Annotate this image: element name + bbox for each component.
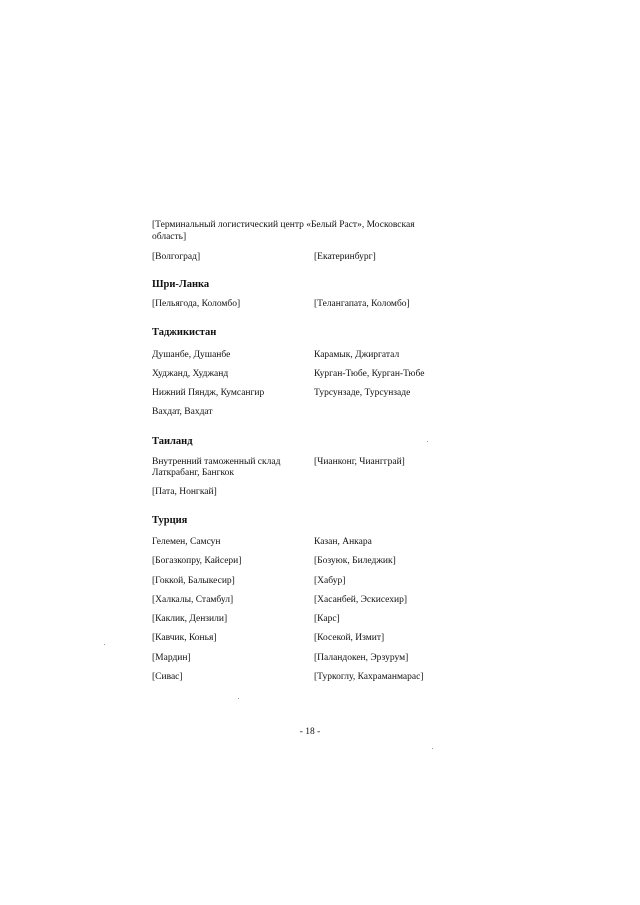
turkey-row-1-left: Гелемен, Самсун: [152, 537, 221, 547]
tajikistan-row-1-right: Карамык, Джиргатал: [314, 350, 400, 360]
page-number: - 18 -: [299, 727, 321, 737]
tajikistan-row-3-right: Турсунзаде, Турсунзаде: [314, 388, 411, 398]
scan-speck: [432, 748, 433, 749]
tajikistan-row-1-left: Душанбе, Душанбе: [152, 350, 231, 360]
turkey-row-5-left: [Каклик, Дензили]: [152, 614, 228, 624]
turkey-row-1-right: Казан, Анкара: [314, 537, 372, 547]
thailand-row-1-left-line-1: Внутренний таможенный склад: [152, 457, 281, 467]
turkey-row-2-right: [Бозуюк, Биледжик]: [314, 556, 396, 566]
intro-line-2: область]: [152, 232, 187, 242]
volgograd-entry: [Волгоград]: [152, 252, 201, 262]
turkey-row-7-right: [Паландокен, Эрзурум]: [314, 653, 409, 663]
section-heading-turkey: Турция: [152, 515, 188, 526]
thailand-row-2-left: [Пата, Нонгкай]: [152, 487, 217, 497]
tajikistan-row-2-left: Худжанд, Худжанд: [152, 369, 229, 379]
ekaterinburg-entry: [Екатеринбург]: [314, 252, 376, 262]
turkey-row-8-right: [Туркоглу, Кахраманмарас]: [314, 672, 424, 682]
turkey-row-6-left: [Кавчик, Конья]: [152, 633, 217, 643]
turkey-row-2-left: [Богазкопру, Кайсери]: [152, 556, 242, 566]
turkey-row-5-right: [Карс]: [314, 614, 340, 624]
sri-lanka-right-entry: [Телангапата, Коломбо]: [314, 299, 410, 309]
turkey-row-6-right: [Косекой, Измит]: [314, 633, 385, 643]
tajikistan-row-4-left: Вахдат, Вахдат: [152, 407, 213, 417]
thailand-row-1-right: [Чианконг, Чиангграй]: [314, 457, 405, 467]
section-heading-sri-lanka: Шри-Ланка: [152, 279, 210, 290]
scan-speck: [238, 698, 239, 699]
intro-line-1: [Терминальный логистический центр «Белый Раст», Московская: [152, 220, 415, 230]
turkey-row-4-right: [Хасанбей, Эскисехир]: [314, 595, 407, 605]
turkey-row-3-right: [Хабур]: [314, 576, 346, 586]
section-heading-thailand: Таиланд: [152, 436, 193, 447]
tajikistan-row-3-left: Нижний Пяндж, Кумсангир: [152, 388, 265, 398]
turkey-row-4-left: [Халкалы, Стамбул]: [152, 595, 234, 605]
turkey-row-3-left: [Гоккой, Балыкесир]: [152, 576, 235, 586]
scan-speck: [427, 441, 428, 442]
turkey-row-7-left: [Мардин]: [152, 653, 191, 663]
scan-speck: [104, 644, 105, 645]
section-heading-tajikistan: Таджикистан: [152, 327, 217, 338]
turkey-row-8-left: [Сивас]: [152, 672, 183, 682]
thailand-row-1-left-line-2: Латкрабанг, Бангкок: [152, 468, 235, 478]
sri-lanka-left-entry: [Пельягода, Коломбо]: [152, 299, 241, 309]
tajikistan-row-2-right: Курган-Тюбе, Курган-Тюбе: [314, 369, 425, 379]
